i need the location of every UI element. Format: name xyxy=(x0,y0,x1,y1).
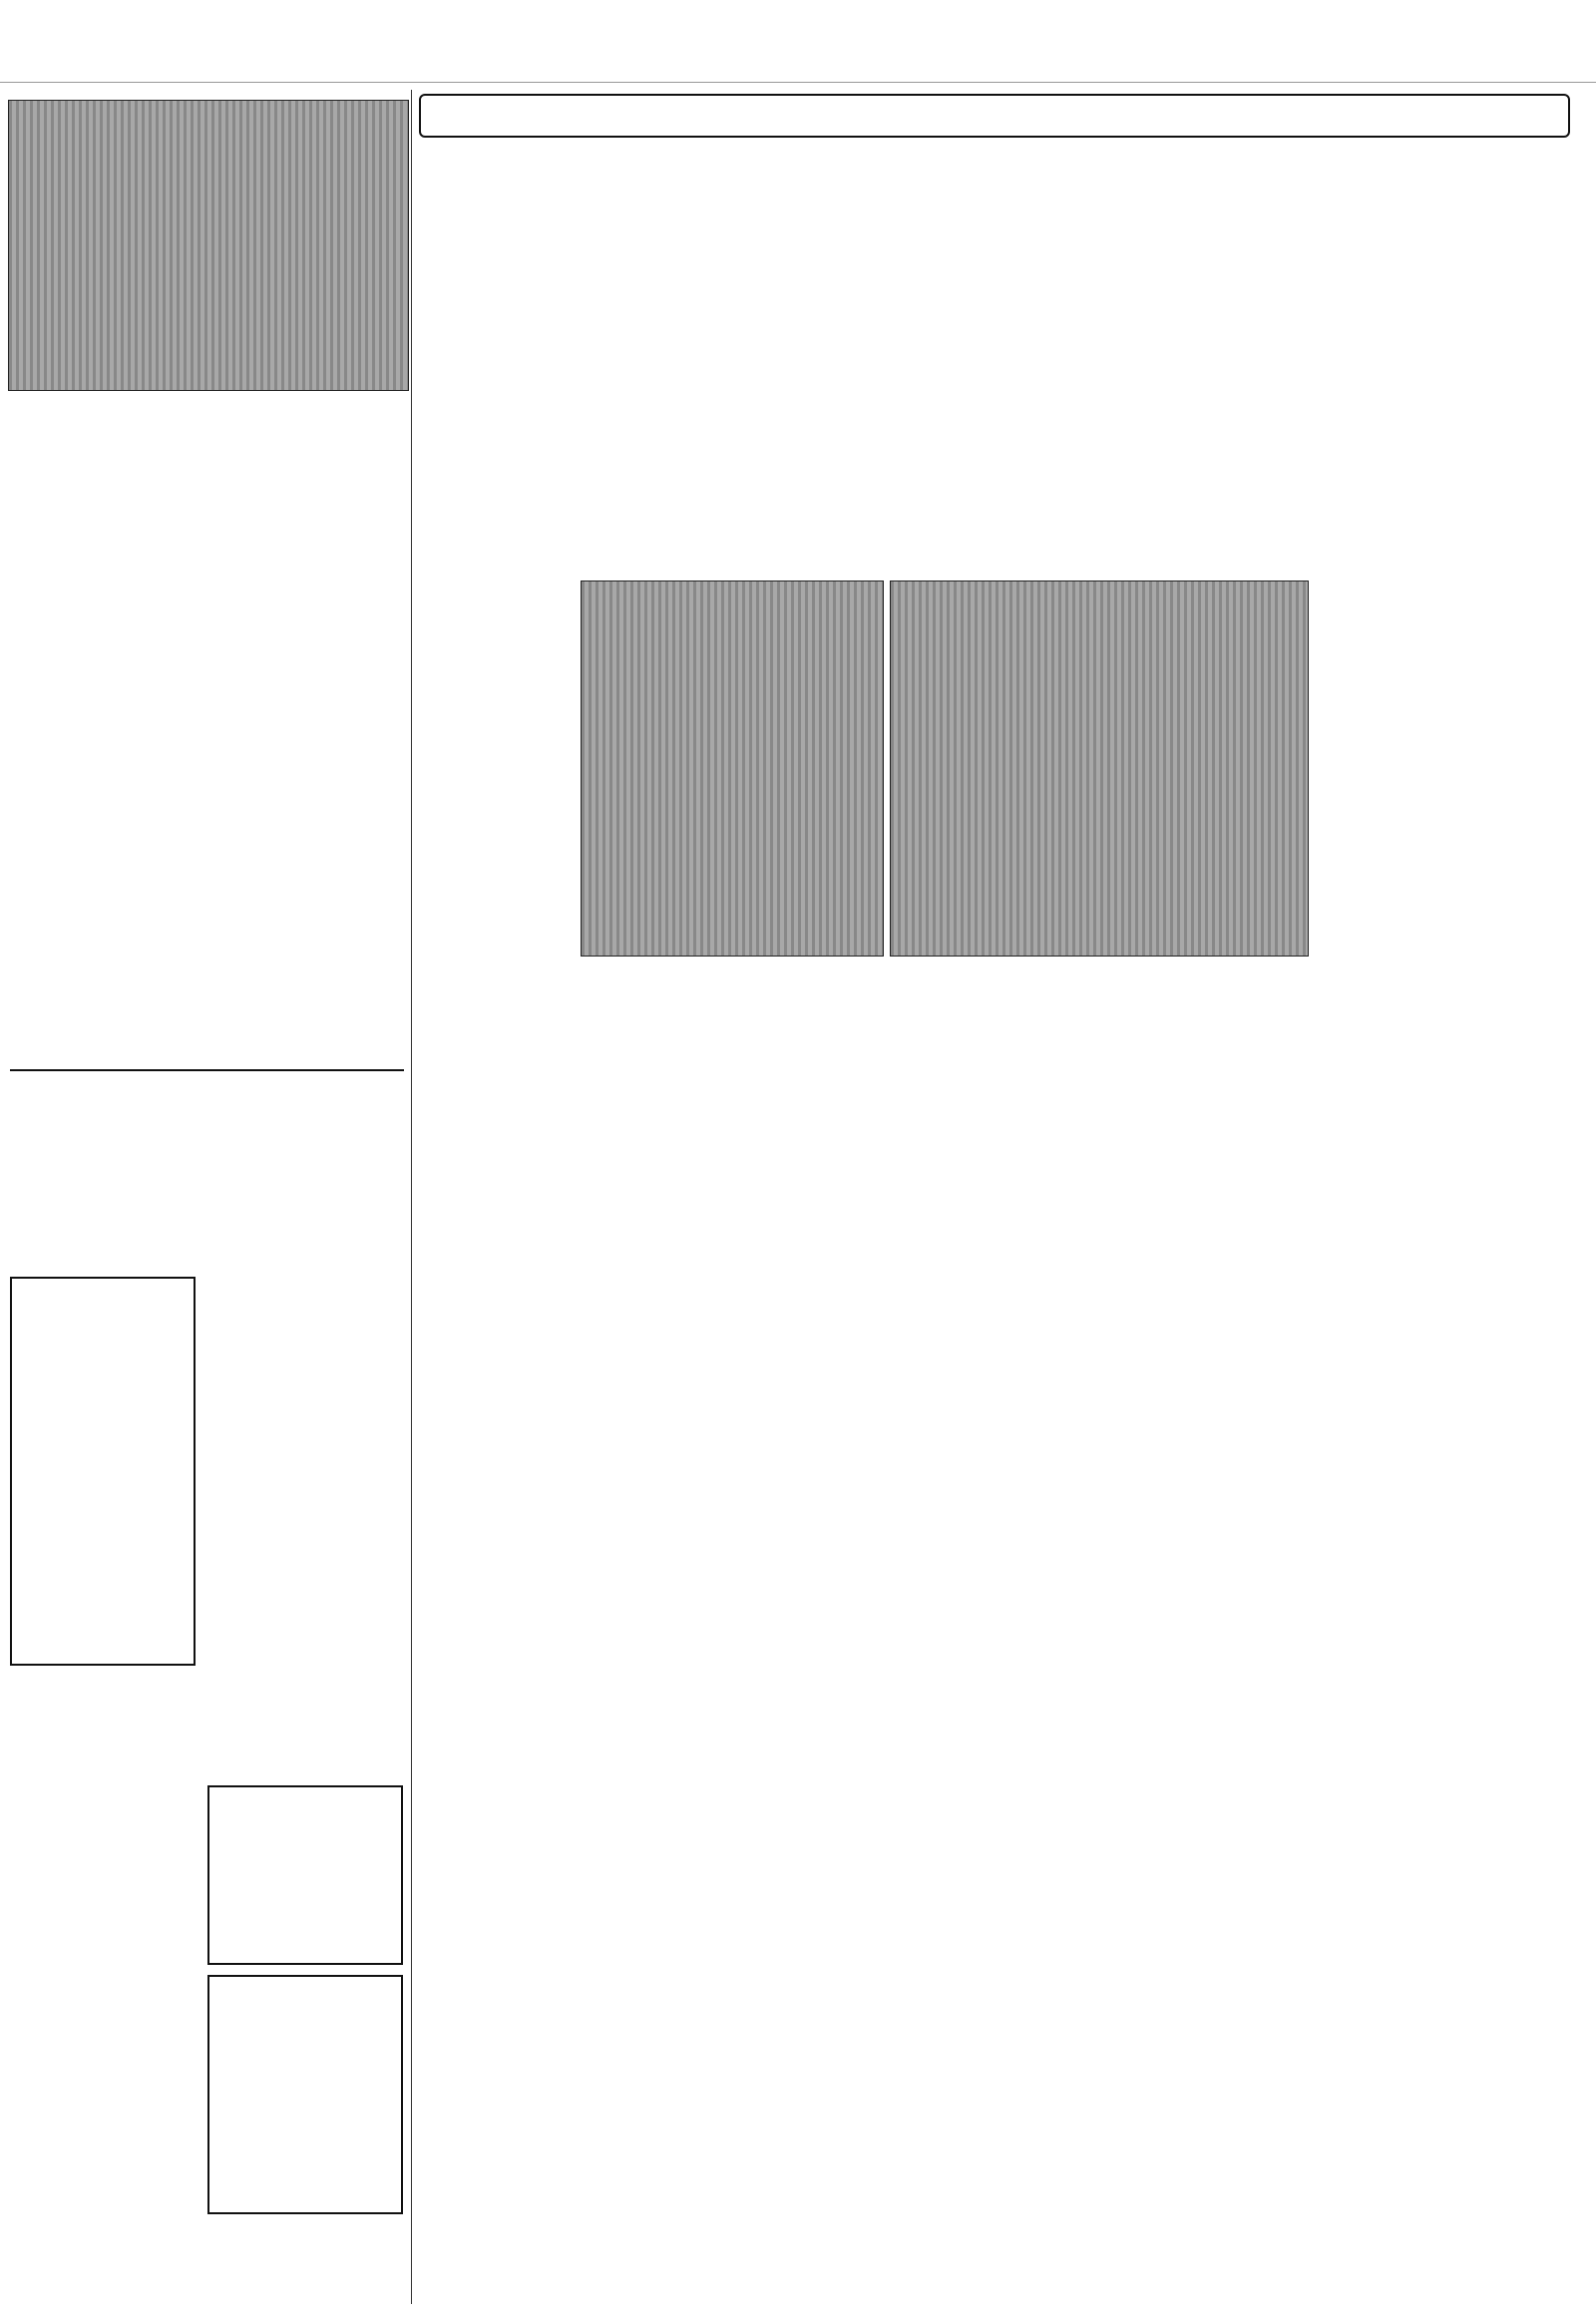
vraveusi-body xyxy=(10,2228,200,2268)
kyvernisi-box xyxy=(207,1785,403,1965)
ethiopia-col-2 xyxy=(429,997,643,1347)
ethiopia-col-5-body xyxy=(1315,884,1569,1283)
ethiopia-col-1 xyxy=(429,579,574,847)
tedk-article xyxy=(10,1077,404,1085)
pitta-photo xyxy=(8,100,409,391)
dimarxies-body xyxy=(207,1586,403,1775)
pitta-article xyxy=(10,391,404,796)
ethiopia-col-2-body xyxy=(429,997,643,1347)
ethiopia-col-3 xyxy=(648,997,858,1347)
ethiopia-col-3-body xyxy=(648,997,858,1347)
divider-vertical-left xyxy=(411,90,412,2304)
ethiopia-photo-landscape xyxy=(890,580,1309,957)
divider-left-1 xyxy=(10,1069,404,1071)
epistoli-box xyxy=(10,1277,196,1666)
masthead-rule xyxy=(0,82,1596,83)
ethiopia-col-5 xyxy=(1315,579,1569,1283)
ethiopia-photo-group xyxy=(581,580,884,957)
kyvernisi-body xyxy=(213,1795,397,1885)
masthead xyxy=(419,94,1570,138)
pitta-body xyxy=(10,397,404,796)
deltio-body xyxy=(207,1279,403,1578)
xaristiki-box xyxy=(207,1975,403,2214)
ethiopia-col-1-body xyxy=(429,579,574,843)
epistoli-body xyxy=(16,1289,190,1588)
ethiopia-col-5-pre xyxy=(1315,579,1569,878)
vraveusi-article xyxy=(10,2224,200,2268)
xaristiki-body xyxy=(213,1985,397,2134)
deltio-article xyxy=(207,1279,403,1775)
